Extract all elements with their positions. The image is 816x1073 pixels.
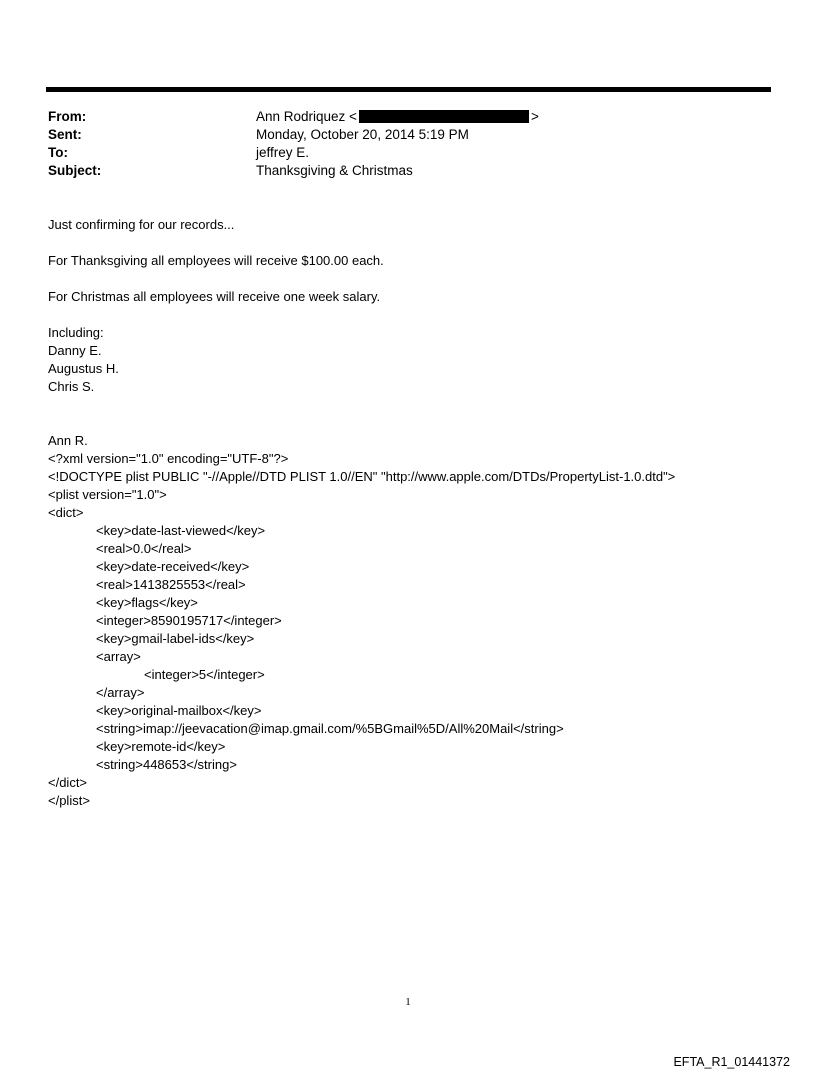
subject-label: Subject: <box>48 163 102 178</box>
subject-row <box>48 162 539 180</box>
plist-line: <key>remote-id</key> <box>96 739 226 754</box>
employee-name: Danny E. <box>48 343 102 358</box>
body-line: Just confirming for our records... <box>48 217 235 232</box>
signature: Ann R. <box>48 433 88 448</box>
sent-label: Sent: <box>48 127 82 142</box>
plist-line: <plist version="1.0"> <box>48 487 167 502</box>
document-id: EFTA_R1_01441372 <box>673 1055 790 1069</box>
to-row <box>48 144 539 162</box>
plist-line: <dict> <box>48 505 84 520</box>
plist-line: <key>original-mailbox</key> <box>96 703 262 718</box>
sent-row <box>48 126 539 144</box>
plist-line: <key>date-last-viewed</key> <box>96 523 266 538</box>
from-close: > <box>530 109 539 124</box>
from-row <box>48 108 539 126</box>
plist-line: <array> <box>96 649 141 664</box>
sent-value: Monday, October 20, 2014 5:19 PM <box>256 127 469 142</box>
plist-line: </dict> <box>48 775 88 790</box>
from-label: From: <box>48 109 87 124</box>
header-rule <box>46 87 771 92</box>
plist-line: <key>flags</key> <box>96 595 198 610</box>
body-line: For Thanksgiving all employees will receive $100.00 each. <box>48 253 384 268</box>
from-value <box>256 108 539 126</box>
plist-line: <integer>5</integer> <box>144 667 265 682</box>
to-label: To: <box>48 145 68 160</box>
page-number: 1 <box>405 996 411 1008</box>
plist-line: <?xml version="1.0" encoding="UTF-8"?> <box>48 451 289 466</box>
plist-line: </plist> <box>48 793 90 808</box>
plist-line: <key>gmail-label-ids</key> <box>96 631 255 646</box>
body-line: For Christmas all employees will receive one week salary. <box>48 289 381 304</box>
to-value: jeffrey E. <box>256 145 310 160</box>
plist-line: <string>imap://jeevacation@imap.gmail.com/%5BGmail%5D/All%20Mail</string> <box>96 721 564 736</box>
employee-name: Chris S. <box>48 379 95 394</box>
redaction-box <box>359 110 529 123</box>
plist-line: <!DOCTYPE plist PUBLIC "-//Apple//DTD PLIST 1.0//EN" "http://www.apple.com/DTDs/PropertyList-1.0.dtd"> <box>48 469 676 484</box>
subject-value: Thanksgiving & Christmas <box>256 163 413 178</box>
plist-line: </array> <box>96 685 145 700</box>
plist-line: <string>448653</string> <box>96 757 237 772</box>
plist-line: <integer>8590195717</integer> <box>96 613 282 628</box>
plist-line: <real>0.0</real> <box>96 541 192 556</box>
plist-line: <key>date-received</key> <box>96 559 250 574</box>
plist-line: <real>1413825553</real> <box>96 577 246 592</box>
including-label: Including: <box>48 325 104 340</box>
employee-name: Augustus H. <box>48 361 119 376</box>
from-name: Ann Rodriquez < <box>256 109 357 124</box>
email-header <box>48 108 539 180</box>
email-body <box>48 216 675 810</box>
